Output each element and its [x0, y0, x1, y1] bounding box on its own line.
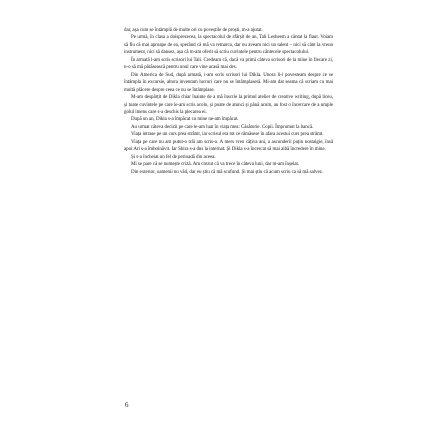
paragraph-3: În armată l-am scris scrisori lui Tali. Credeam că, dacă va primi câteva scrisori de la mine în fiecare zi, n-o să mă părăsească pentru unul care vine acasă mai des.: [124, 57, 333, 71]
body-text: [124, 27, 333, 176]
paragraph-12: Din exterior, oamenii nu văd, dar eu știu că mă scufund. Și mai știu că acum scriu ca să mă salvez.: [131, 169, 324, 175]
paragraph-5: M-am despărțit de Dikla chiar înainte de a mă înscrie la primul atelier de creative writing, după liceu, și toate cuvintele pe care le-am scris acolo, și poate de atunci și până acum, au fost o încercare de a umple golul imens care s-a deschis la plecarea ei.: [124, 95, 333, 115]
paragraph-8: Viața intrase pe un curs prea strâmt, iar scrisul era tot ce rămăsese în afara acestui curs prea strâmt.: [131, 132, 324, 138]
paragraph-11: Mi se pare că se numește criză. Am crezut că va trece în câteva luni, dar m-am înșelat.: [131, 162, 300, 168]
paragraph-9: Viața pe care nu am putut-o trăi am scris-o. A mers vreo câțiva ani, a ascunderii puțin nostalgie, însă apoi Ari s-a îmbolnăvit. Iar Shira s-a dus la internat. Și Dikla s-a încercat să mai aibă încredere în mine.: [124, 139, 333, 153]
paragraph-2: Pe urmă, în clasa a doisprezecea, la spectacolul de sfârșit de an, Tali Lesheem a cântat la flaut. Voiam să fiu că mai aproape de ea, sperând că mă va remarca, dar nu aveam nici un talent – nici să cânt la vreun instrument, nici să dansez, așa că m-am oferit să scriu cuvintele pentru cântecele spectacolului.: [124, 35, 333, 56]
paragraph-6: După un an, Dikla s-a împăcat cu mine ne-am împăcat.: [131, 117, 239, 123]
paragraph-7: Au urmat câteva decizii pe care le-am luat în viața mea: Căsătorie. Copii. Împrumut la bancă.: [131, 124, 314, 130]
page-number: 6: [125, 401, 129, 409]
paragraph-10: Și s-a încheiat un fel de perioadă din aceea.: [131, 154, 216, 160]
paragraph-4: Din America de Sud, după armată, i-am scris scrisori lui Dikla. Unora li-i povesteam despre ce se întâmpla în excursie, altora inventam lucruri care nu se întâmplaseră. Mi-am dat seama că scriam cu mai multă plăcere despre ceea ce nu se întâmplase.: [124, 72, 333, 93]
paragraph-1: dar, așa cum se întâmplă de multe ori cu poveștile de proști, m-a ajutat.: [124, 28, 263, 33]
